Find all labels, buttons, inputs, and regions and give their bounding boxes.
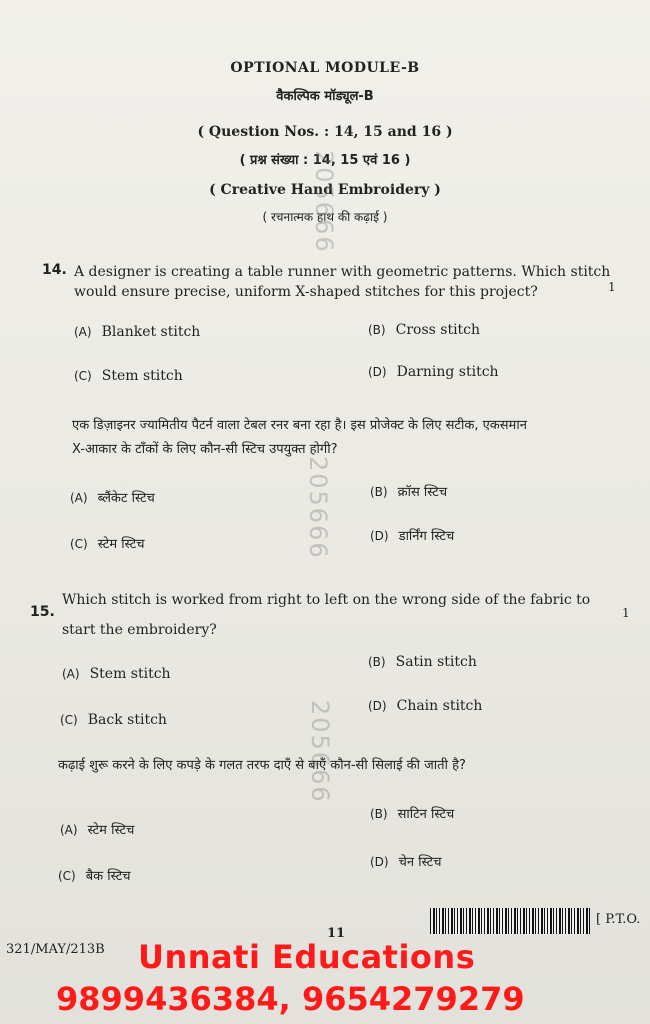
option-b [368,654,477,670]
question-text-hindi-line1: एक डिज़ाइनर ज्यामितीय पैटर्न वाला टेबल रनर बना रहा है। इस प्रोजेक्ट के लिए सटीक, एकसमान [72,418,527,433]
question-numbers: ( Question Nos. : 14, 15 and 16 ) [197,124,453,140]
module-title: OPTIONAL MODULE-B [230,60,420,76]
option-text: Satin stitch [395,654,477,670]
question-numbers-hindi: ( प्रश्न संख्या : 14, 15 एवं 16 ) [239,153,411,168]
question-text-line2: would ensure precise, uniform X-shaped stitches for this project? [74,284,538,300]
option-label: (B) [368,655,386,669]
question-marks: 1 [622,606,630,620]
option-d-hindi [370,526,454,544]
option-c [60,712,167,728]
option-text: Darning stitch [396,364,499,380]
option-label: (A) [70,491,88,505]
option-d [368,698,482,714]
option-b [368,322,480,338]
option-text: Chain stitch [396,698,483,714]
option-label: (B) [370,485,388,499]
option-text: Back stitch [87,712,167,728]
page-number: 11 [327,926,346,941]
watermark: 205666 [310,150,338,254]
option-text: क्रॉस स्टिच [397,485,448,500]
question-text-line1: Which stitch is worked from right to left on the wrong side of the fabric to [62,592,591,608]
option-b-hindi [370,804,454,822]
question-text-line2: start the embroidery? [62,622,217,638]
option-d-hindi [370,852,441,870]
option-text: साटिन स्टिच [397,807,455,822]
option-a [74,324,200,340]
option-text: स्टेम स्टिच [97,537,145,552]
option-label: (B) [370,807,388,821]
option-text: डार्निंग स्टिच [398,529,455,544]
option-label: (A) [60,823,78,837]
question-text-line1: A designer is creating a table runner with geometric patterns. Which stitch [74,264,611,280]
paper-code: 321/MAY/213B [6,942,105,957]
option-text: Stem stitch [89,666,171,682]
option-text: Blanket stitch [101,324,201,340]
option-b-hindi [370,482,447,500]
option-label: (D) [368,699,387,713]
option-label: (C) [60,713,78,727]
option-text: स्टेम स्टिच [87,823,135,838]
option-label: (A) [62,667,80,681]
section-title: ( Creative Hand Embroidery ) [209,182,441,198]
option-c-hindi [70,534,145,552]
module-title-hindi: वैकल्पिक मॉड्यूल-B [276,89,374,104]
option-label: (C) [58,869,76,883]
option-label: (A) [74,325,92,339]
pto-text: [ P.T.O. [596,912,641,927]
option-text: Cross stitch [395,322,481,338]
option-c-hindi [58,866,131,884]
option-label: (D) [370,529,389,543]
watermark: 205666 [304,456,332,560]
section-title-hindi: ( रचनात्मक हाथ की कढ़ाई ) [262,210,388,224]
option-text: बैक स्टिच [85,869,131,884]
option-d [368,364,499,380]
option-label: (C) [74,369,92,383]
option-a [62,666,171,682]
option-label: (D) [370,855,389,869]
question-text-hindi-line2: X-आकार के टाँकों के लिए कौन-सी स्टिच उपयुक्त होगी? [72,442,338,457]
option-label: (C) [70,537,88,551]
barcode-image [430,908,590,934]
option-c [74,368,183,384]
question-number: 14. [42,262,67,278]
option-text: ब्लैंकेट स्टिच [97,491,155,506]
promo-title: Unnati Educations [138,938,476,976]
promo-phone: 9899436384, 9654279279 [56,980,525,1018]
option-text: Stem stitch [101,368,183,384]
option-text: चेन स्टिच [398,855,442,870]
question-number: 15. [30,604,55,620]
watermark: 205666 [306,700,334,804]
question-text-hindi-line1: कढ़ाई शुरू करने के लिए कपड़े के गलत तरफ दाएँ से बाएँ कौन-सी सिलाई की जाती है? [58,758,466,773]
option-label: (D) [368,365,387,379]
option-a-hindi [70,488,155,506]
question-marks: 1 [608,280,616,294]
option-label: (B) [368,323,386,337]
option-a-hindi [60,820,134,838]
